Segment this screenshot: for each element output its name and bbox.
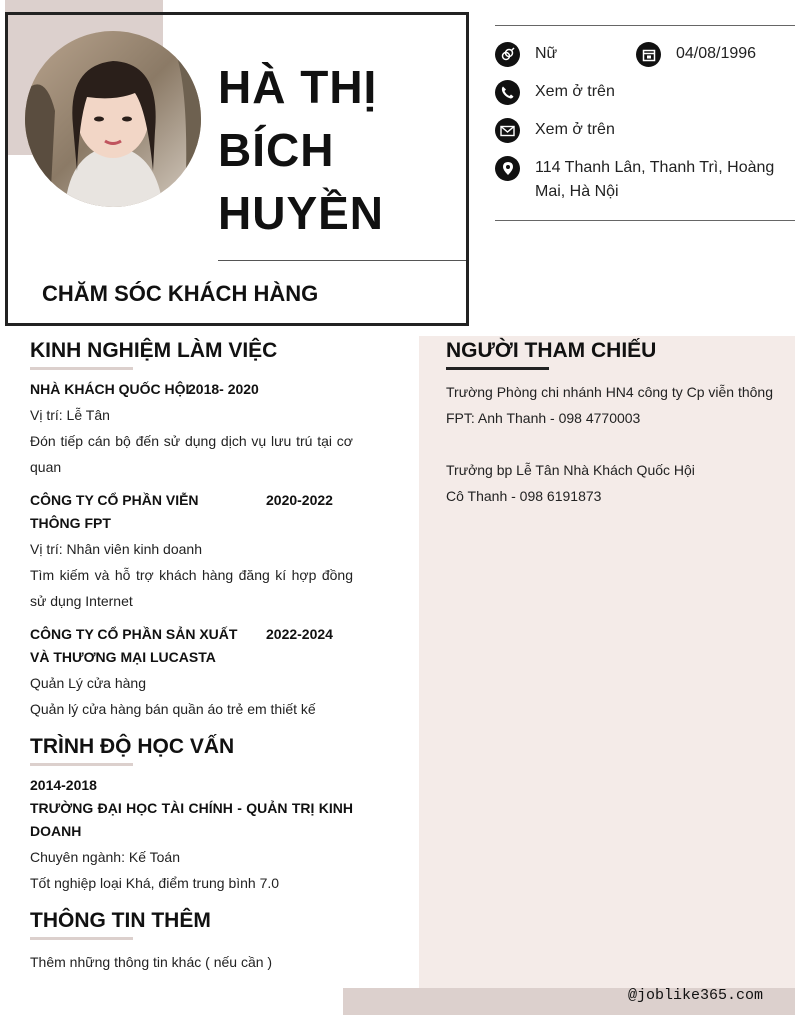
gender-icon	[495, 42, 520, 67]
avatar	[25, 31, 201, 207]
contact-dob	[636, 42, 756, 67]
name-divider	[218, 260, 466, 261]
exp2-company: CÔNG TY CỔ PHẦN VIỄN THÔNG FPT	[30, 492, 199, 531]
education-period: 2014-2018	[30, 777, 97, 793]
phone-value: Xem ở trên	[535, 83, 615, 100]
exp3-role: Quản Lý cửa hàng	[30, 675, 147, 691]
contact-divider-bottom	[495, 220, 795, 221]
dob-value: 04/08/1996	[676, 45, 757, 62]
contact-gender	[495, 42, 557, 67]
education-major: Chuyên ngành: Kế Toán	[30, 849, 180, 865]
job-title: CHĂM SÓC KHÁCH HÀNG	[42, 281, 319, 306]
phone-icon	[495, 80, 520, 105]
exp1-role: Vị trí: Lễ Tân	[30, 407, 110, 423]
reference-2-line-1: Trưởng bp Lễ Tân Nhà Khách Quốc Hội	[446, 462, 695, 478]
reference-1-line-1: Trường Phòng chi nhánh HN4 công ty Cp viễn thông	[446, 384, 774, 400]
extra-info-text: Thêm những thông tin khác ( nếu cần )	[30, 954, 273, 970]
references-column-background	[419, 336, 795, 988]
education-school: TRƯỜNG ĐẠI HỌC TÀI CHÍNH - QUẢN TRỊ KINH DOANH	[30, 800, 353, 839]
email-value: Xem ở trên	[535, 121, 615, 138]
name-line-3: HUYỀN	[218, 187, 385, 239]
reference-1-line-2: FPT: Anh Thanh - 098 4770003	[446, 410, 641, 426]
footer-watermark: @joblike365.com	[628, 987, 764, 1004]
contact-divider-top	[495, 25, 795, 26]
contact-email	[495, 118, 615, 143]
reference-2-line-2: Cô Thanh - 098 6191873	[446, 488, 602, 504]
location-pin-icon	[495, 156, 520, 181]
full-name	[218, 56, 384, 245]
name-line-1: HÀ THỊ	[218, 61, 378, 113]
contact-address	[495, 156, 785, 204]
gender-value: Nữ	[535, 45, 558, 62]
address-value: 114 Thanh Lân, Thanh Trì, Hoàng Mai, Hà Nội	[535, 159, 775, 200]
references-underline	[446, 367, 549, 370]
extra-info-underline	[30, 937, 133, 940]
exp2-role: Vị trí: Nhân viên kinh doanh	[30, 541, 202, 557]
exp1-company: NHÀ KHÁCH QUỐC HỘI	[30, 381, 190, 397]
exp1-period: 2018- 2020	[188, 381, 259, 397]
exp3-description: Quản lý cửa hàng bán quần áo trẻ em thiết kế	[30, 701, 316, 717]
mail-icon	[495, 118, 520, 143]
education-underline	[30, 763, 133, 766]
contact-phone	[495, 80, 615, 105]
exp1-description: Đón tiếp cán bộ đến sử dụng dịch vụ lưu trú tại cơ quan	[30, 433, 353, 475]
education-heading: TRÌNH ĐỘ HỌC VẤN	[30, 735, 235, 758]
education-result: Tốt nghiệp loại Khá, điểm trung bình 7.0	[30, 875, 280, 891]
name-line-2: BÍCH	[218, 124, 335, 176]
exp2-period: 2020-2022	[266, 492, 333, 508]
portrait-photo	[25, 31, 201, 207]
exp3-period: 2022-2024	[266, 626, 333, 642]
experience-underline	[30, 367, 133, 370]
calendar-icon	[636, 42, 661, 67]
exp3-company: CÔNG TY CỔ PHẦN SẢN XUẤT VÀ THƯƠNG MẠI LUCASTA	[30, 626, 238, 665]
exp2-description: Tìm kiếm và hỗ trợ khách hàng đăng kí hợp đồng sử dụng Internet	[30, 567, 353, 609]
experience-heading: KINH NGHIỆM LÀM VIỆC	[30, 339, 278, 362]
references-heading: NGƯỜI THAM CHIẾU	[446, 339, 657, 362]
extra-info-heading: THÔNG TIN THÊM	[30, 909, 211, 932]
